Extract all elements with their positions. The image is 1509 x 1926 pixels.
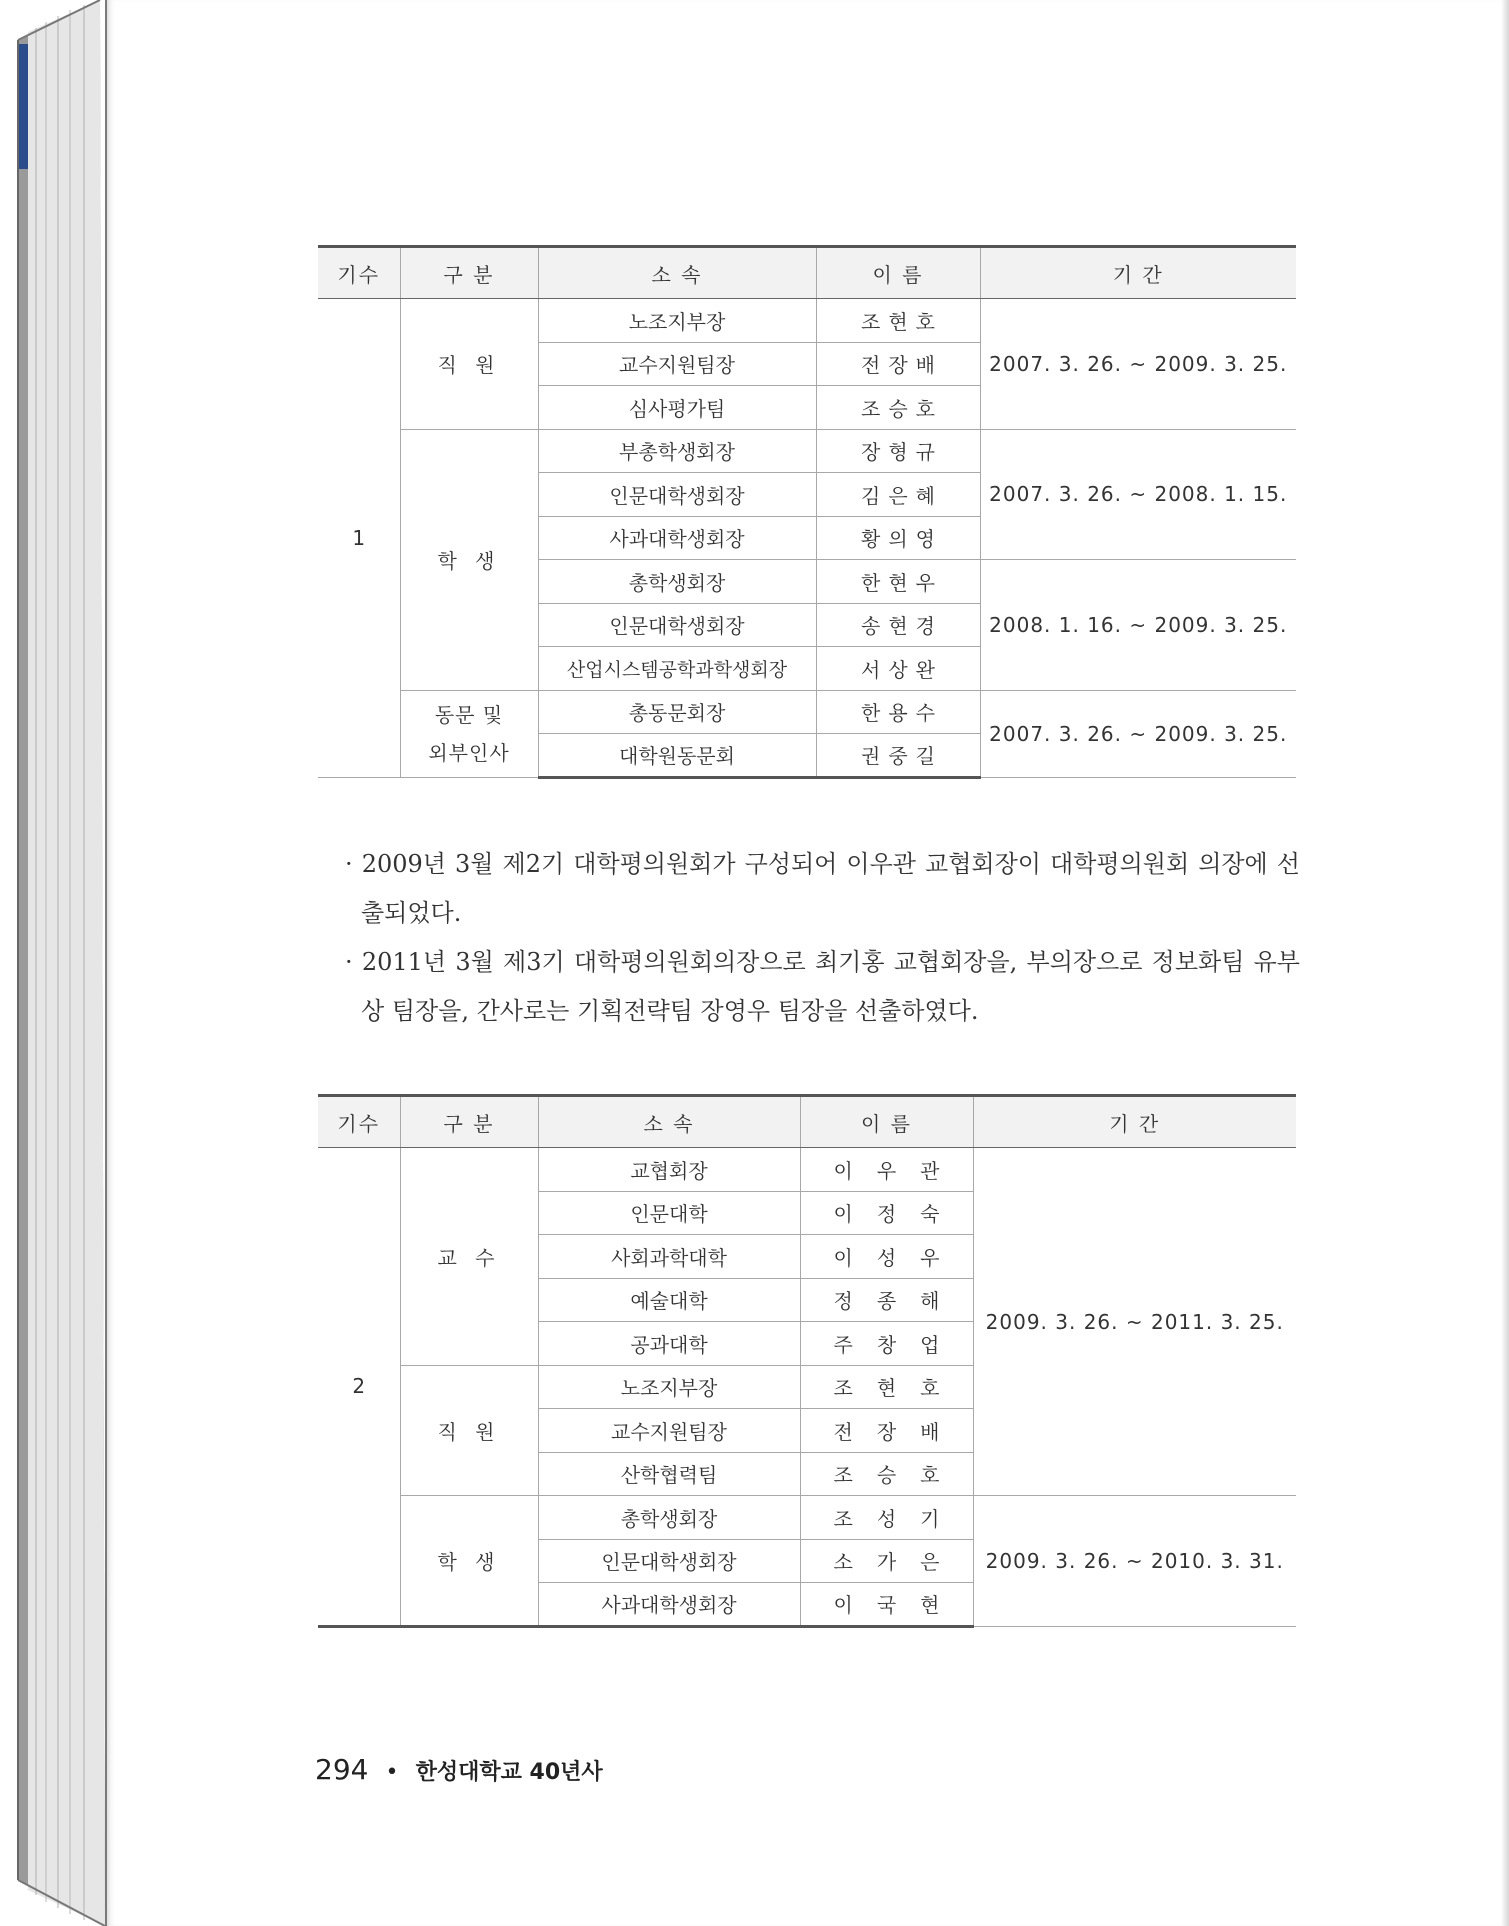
table-header-row — [318, 247, 1296, 299]
page-footer — [315, 1753, 603, 1786]
table-row — [318, 299, 1296, 343]
name-cell: 조현호 — [800, 1365, 973, 1409]
header-division: 구 분 — [400, 247, 538, 299]
affiliation-cell: 총동문회장 — [538, 690, 816, 734]
affiliation-cell: 교협회장 — [538, 1148, 800, 1192]
division-cell-alumni: 동문 및 외부인사 — [400, 690, 538, 777]
affiliation-cell: 교수지원팀장 — [538, 342, 816, 386]
affiliation-cell: 총학생회장 — [538, 560, 816, 604]
affiliation-cell: 인문대학생회장 — [538, 1539, 800, 1583]
header-period: 기 간 — [980, 247, 1296, 299]
name-cell: 전장배 — [800, 1409, 973, 1453]
table-row — [318, 1148, 1296, 1192]
table-row — [318, 429, 1296, 473]
page-number: 294 — [315, 1753, 369, 1786]
name-cell: 조현호 — [816, 299, 980, 343]
affiliation-cell: 심사평가팀 — [538, 386, 816, 430]
affiliation-cell: 공과대학 — [538, 1322, 800, 1366]
period-cell: 2007. 3. 26. ~ 2009. 3. 25. — [980, 299, 1296, 430]
division-cell-students: 학 생 — [400, 1496, 538, 1627]
division-cell-staff: 직 원 — [400, 299, 538, 430]
name-cell: 한용수 — [816, 690, 980, 734]
ki-cell: 2 — [318, 1148, 400, 1627]
name-cell: 소가은 — [800, 1539, 973, 1583]
name-cell: 조승호 — [800, 1452, 973, 1496]
name-cell: 조승호 — [816, 386, 980, 430]
period-cell: 2007. 3. 26. ~ 2009. 3. 25. — [980, 690, 1296, 777]
header-division: 구 분 — [400, 1096, 538, 1148]
affiliation-cell: 교수지원팀장 — [538, 1409, 800, 1453]
name-cell: 황의영 — [816, 516, 980, 560]
header-period: 기 간 — [973, 1096, 1296, 1148]
affiliation-cell: 사회과학대학 — [538, 1235, 800, 1279]
division-cell-faculty: 교 수 — [400, 1148, 538, 1366]
table-row — [318, 690, 1296, 734]
affiliation-cell: 인문대학생회장 — [538, 603, 816, 647]
period-cell: 2009. 3. 26. ~ 2010. 3. 31. — [973, 1496, 1296, 1627]
table-row — [318, 1496, 1296, 1540]
name-cell: 이우관 — [800, 1148, 973, 1192]
ki-cell: 1 — [318, 299, 400, 778]
name-cell: 서상완 — [816, 647, 980, 691]
name-cell: 장형규 — [816, 429, 980, 473]
header-name: 이 름 — [816, 247, 980, 299]
affiliation-cell: 부총학생회장 — [538, 429, 816, 473]
council-roster-table-1 — [318, 245, 1296, 779]
affiliation-cell: 노조지부장 — [538, 1365, 800, 1409]
affiliation-cell: 산학협력팀 — [538, 1452, 800, 1496]
name-cell: 이국현 — [800, 1583, 973, 1627]
period-cell: 2009. 3. 26. ~ 2011. 3. 25. — [973, 1148, 1296, 1496]
name-cell: 김은혜 — [816, 473, 980, 517]
body-paragraphs — [345, 840, 1300, 1036]
paragraph: · 2009년 3월 제2기 대학평의원회가 구성되어 이우관 교협회장이 대학평의원회 의장에 선출되었다. — [345, 850, 1300, 927]
name-cell: 이성우 — [800, 1235, 973, 1279]
division-cell-students: 학 생 — [400, 429, 538, 690]
name-cell: 이정숙 — [800, 1191, 973, 1235]
book-page-edges — [0, 0, 110, 1926]
name-cell: 한현우 — [816, 560, 980, 604]
division-cell-staff: 직 원 — [400, 1365, 538, 1496]
book-title: 한성대학교 40년사 — [415, 1760, 603, 1785]
affiliation-cell: 사과대학생회장 — [538, 1583, 800, 1627]
period-cell: 2008. 1. 16. ~ 2009. 3. 25. — [980, 560, 1296, 691]
header-affiliation: 소 속 — [538, 1096, 800, 1148]
council-roster-table-2 — [318, 1094, 1296, 1628]
name-cell: 전장배 — [816, 342, 980, 386]
affiliation-cell: 산업시스템공학과학생회장 — [538, 647, 816, 691]
paragraph: · 2011년 3월 제3기 대학평의원회의장으로 최기홍 교협회장을, 부의장으로 정보화팀 유부상 팀장을, 간사로는 기획전략팀 장영우 팀장을 선출하였다. — [345, 948, 1300, 1025]
name-cell: 주창업 — [800, 1322, 973, 1366]
affiliation-cell: 노조지부장 — [538, 299, 816, 343]
page-right-edge — [1501, 0, 1509, 1926]
header-affiliation: 소 속 — [538, 247, 816, 299]
name-cell: 정종해 — [800, 1278, 973, 1322]
affiliation-cell: 인문대학 — [538, 1191, 800, 1235]
affiliation-cell: 인문대학생회장 — [538, 473, 816, 517]
affiliation-cell: 사과대학생회장 — [538, 516, 816, 560]
footer-separator: • — [385, 1760, 399, 1785]
name-cell: 권중길 — [816, 734, 980, 778]
affiliation-cell: 예술대학 — [538, 1278, 800, 1322]
table-header-row — [318, 1096, 1296, 1148]
period-cell: 2007. 3. 26. ~ 2008. 1. 15. — [980, 429, 1296, 560]
name-cell: 조성기 — [800, 1496, 973, 1540]
header-name: 이 름 — [800, 1096, 973, 1148]
header-ki: 기수 — [318, 1096, 400, 1148]
affiliation-cell: 총학생회장 — [538, 1496, 800, 1540]
header-ki: 기수 — [318, 247, 400, 299]
name-cell: 송현경 — [816, 603, 980, 647]
affiliation-cell: 대학원동문회 — [538, 734, 816, 778]
